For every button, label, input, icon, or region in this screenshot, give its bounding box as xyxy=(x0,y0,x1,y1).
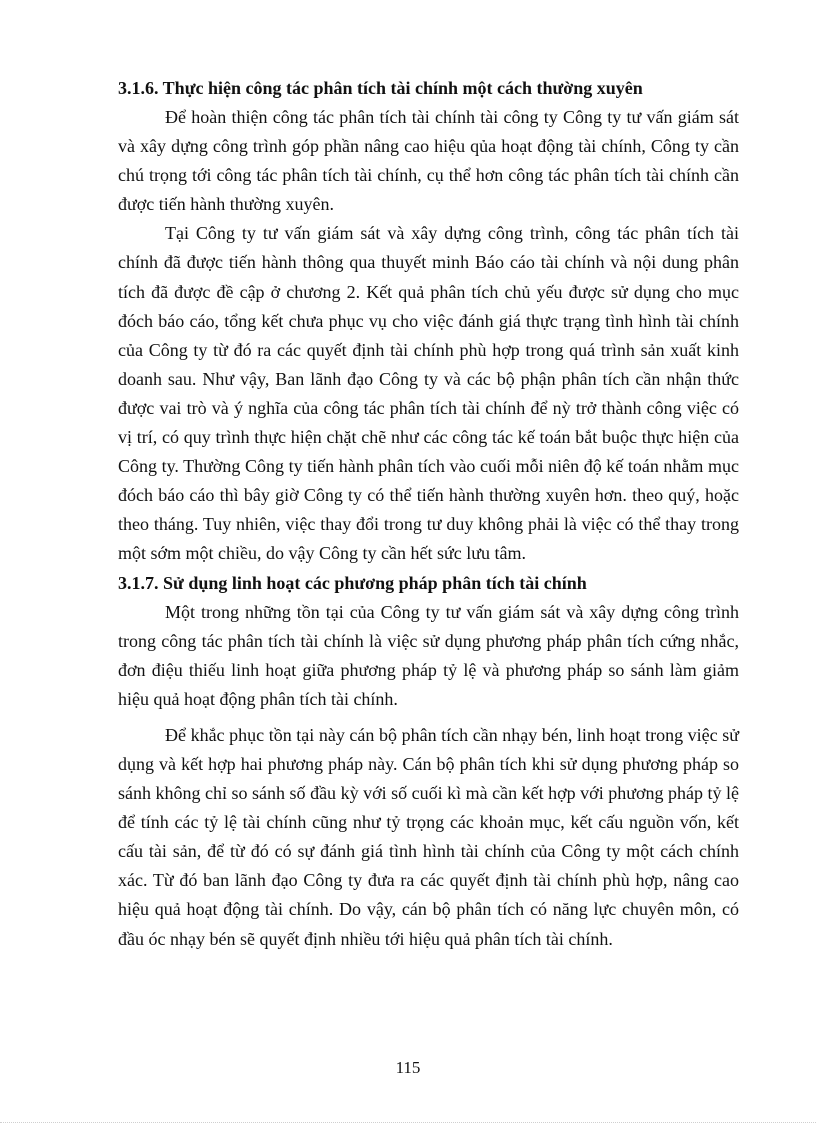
paragraph: Để hoàn thiện công tác phân tích tài chính tài công ty Công ty tư vấn giám sát và xây dựng công trình góp phần nâng cao hiệu qủa hoạt động tài chính, Công ty cần chú trọng tới công tác phân tích tài chính, cụ thể hơn công tác phân tích tài chính cần được tiến hành thường xuyên. xyxy=(118,107,739,215)
paragraph: Một trong những tồn tại của Công ty tư vấn giám sát và xây dựng công trình trong công tác phân tích tài chính là việc sử dụng phương pháp phân tích cứng nhắc, đơn điệu thiếu linh hoạt giữa phương pháp tỷ lệ và phương pháp so sánh làm giảm hiệu quả hoạt động phân tích tài chính. xyxy=(118,601,739,709)
paragraph: Tại Công ty tư vấn giám sát và xây dựng công trình, công tác phân tích tài chính đã được tiến hành thông qua thuyết minh Báo cáo tài chính và nội dung phân tích đã được đề cập ở chương 2. Kết quả phân tích chủ yếu được sử dụng cho mục đóch báo cáo, tổng kết chưa phục vụ cho việc đánh giá thực trạng tình hình tài chính của Công ty từ đó ra các quyết định tài chính phù hợp trong quá trình sản xuất kinh doanh sau. Như vậy, Ban lãnh đạo Công ty và các bộ phận phân tích cần nhận thức được vai trò và ý nghĩa của công tác phân tích tài chính để nỳ trở thành công việc có vị trí, có quy trình thực hiện chặt chẽ như các công tác kế toán bắt buộc thực hiện của Công ty. Thường Công ty tiến hành phân tích vào cuối mỗi niên độ kế toán nhằm mục đóch báo cáo thì bây giờ Công ty có thể tiến hành thường xuyên hơn. theo quý, hoặc theo tháng. Tuy nhiên, việc thay đổi trong tư duy không phải là việc có thể thay trong một sớm một chiều, do vậy Công ty cần hết sức lưu tâm. xyxy=(118,223,739,564)
section-heading-3-1-6: 3.1.6. Thực hiện công tác phân tích tài chính một cách thường xuyên xyxy=(118,78,643,98)
page-content xyxy=(118,74,739,954)
page-number: 115 xyxy=(395,1058,421,1077)
section-heading-3-1-7: 3.1.7. Sử dụng linh hoạt các phương pháp phân tích tài chính xyxy=(118,572,587,593)
paragraph: Để khắc phục tồn tại này cán bộ phân tích cần nhạy bén, linh hoạt trong việc sử dụng và kết hợp hai phương pháp này. Cán bộ phân tích khi sử dụng phương pháp so sánh không chỉ so sánh số đầu kỳ với số cuối kì mà cần kết hợp với phương pháp tỷ lệ để tính các tỷ lệ tài chính cũng như tỷ trọng các khoản mục, kết cấu nguồn vốn, kết cấu tài sản, để từ đó có sự đánh giá tình hình tài chính của Công ty một cách chính xác. Từ đó ban lãnh đạo Công ty đưa ra các quyết định tài chính phù hợp, nâng cao hiệu quả hoạt động tài chính. Do vậy, cán bộ phân tích có năng lực chuyên môn, có đầu óc nhạy bén sẽ quyết định nhiều tới hiệu quả phân tích tài chính. xyxy=(118,724,739,949)
